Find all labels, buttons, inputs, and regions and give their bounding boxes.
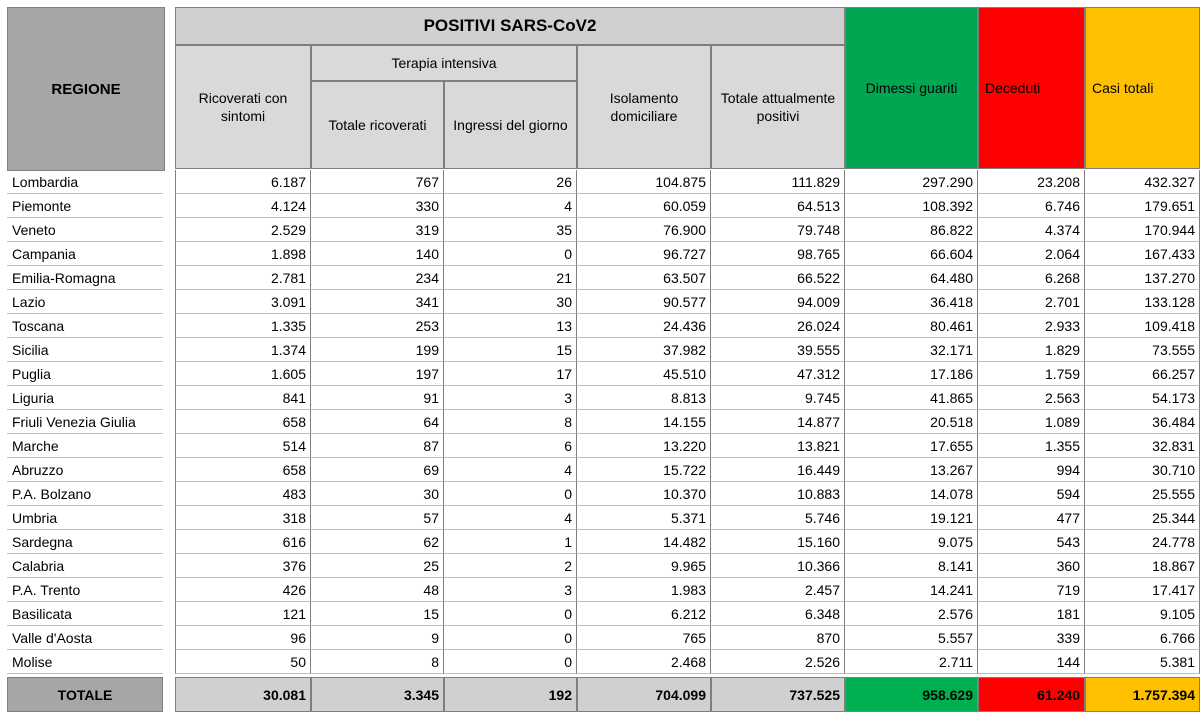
cell-isolamento: 9.965	[577, 554, 711, 578]
cell-attualmente: 13.821	[711, 434, 845, 458]
cell-ingressi: 0	[444, 626, 577, 650]
cell-casi: 133.128	[1085, 290, 1200, 314]
table-row	[175, 290, 1200, 314]
table-row	[175, 506, 1200, 530]
cell-ingressi: 2	[444, 554, 577, 578]
cell-dimessi: 9.075	[845, 530, 978, 554]
cell-deceduti: 6.268	[978, 266, 1085, 290]
cell-dimessi: 14.078	[845, 482, 978, 506]
cell-ricoverati: 514	[175, 434, 311, 458]
table-title: POSITIVI SARS-CoV2	[175, 7, 845, 45]
total-casi: 1.757.394	[1085, 677, 1200, 712]
cell-isolamento: 14.155	[577, 410, 711, 434]
region-name: Friuli Venezia Giulia	[7, 410, 163, 434]
cell-casi: 179.651	[1085, 194, 1200, 218]
table-row	[175, 314, 1200, 338]
cell-deceduti: 477	[978, 506, 1085, 530]
cell-attualmente: 14.877	[711, 410, 845, 434]
total-dimessi: 958.629	[845, 677, 978, 712]
cell-attualmente: 79.748	[711, 218, 845, 242]
cell-isolamento: 1.983	[577, 578, 711, 602]
cell-ingressi: 0	[444, 482, 577, 506]
cell-ricoverati: 1.898	[175, 242, 311, 266]
cell-ingressi: 6	[444, 434, 577, 458]
cell-isolamento: 13.220	[577, 434, 711, 458]
cell-attualmente: 26.024	[711, 314, 845, 338]
cell-ricoverati: 426	[175, 578, 311, 602]
table-row	[175, 530, 1200, 554]
cell-casi: 6.766	[1085, 626, 1200, 650]
cell-deceduti: 339	[978, 626, 1085, 650]
table-row	[175, 266, 1200, 290]
header-totale-ricoverati: Totale ricoverati	[311, 81, 444, 169]
region-name: Valle d'Aosta	[7, 626, 163, 650]
cell-ricoverati: 318	[175, 506, 311, 530]
total-ingressi: 192	[444, 677, 577, 712]
cell-attualmente: 98.765	[711, 242, 845, 266]
cell-deceduti: 181	[978, 602, 1085, 626]
cell-terapia: 8	[311, 650, 444, 674]
cell-isolamento: 5.371	[577, 506, 711, 530]
cell-dimessi: 14.241	[845, 578, 978, 602]
cell-deceduti: 719	[978, 578, 1085, 602]
table-row	[175, 362, 1200, 386]
header-deceduti: Deceduti	[978, 7, 1085, 169]
total-deceduti: 61.240	[978, 677, 1085, 712]
region-name: Liguria	[7, 386, 163, 410]
header-ingressi-del-giorno: Ingressi del giorno	[444, 81, 577, 169]
cell-attualmente: 39.555	[711, 338, 845, 362]
region-name: Basilicata	[7, 602, 163, 626]
cell-terapia: 25	[311, 554, 444, 578]
cell-deceduti: 360	[978, 554, 1085, 578]
region-column	[7, 7, 165, 716]
region-name: Molise	[7, 650, 163, 674]
total-attualmente: 737.525	[711, 677, 845, 712]
cell-ricoverati: 50	[175, 650, 311, 674]
cell-isolamento: 24.436	[577, 314, 711, 338]
cell-terapia: 57	[311, 506, 444, 530]
cell-casi: 73.555	[1085, 338, 1200, 362]
cell-ingressi: 4	[444, 458, 577, 482]
cell-terapia: 15	[311, 602, 444, 626]
cell-attualmente: 64.513	[711, 194, 845, 218]
cell-ricoverati: 658	[175, 410, 311, 434]
cell-casi: 66.257	[1085, 362, 1200, 386]
cell-attualmente: 10.366	[711, 554, 845, 578]
cell-dimessi: 20.518	[845, 410, 978, 434]
cell-ingressi: 21	[444, 266, 577, 290]
cell-dimessi: 86.822	[845, 218, 978, 242]
region-name: P.A. Bolzano	[7, 482, 163, 506]
cell-casi: 30.710	[1085, 458, 1200, 482]
cell-ingressi: 3	[444, 578, 577, 602]
region-name: Lazio	[7, 290, 163, 314]
cell-dimessi: 297.290	[845, 170, 978, 194]
region-name: Sardegna	[7, 530, 163, 554]
cell-terapia: 253	[311, 314, 444, 338]
cell-terapia: 62	[311, 530, 444, 554]
cell-terapia: 140	[311, 242, 444, 266]
table-row	[175, 482, 1200, 506]
cell-ricoverati: 3.091	[175, 290, 311, 314]
cell-deceduti: 2.064	[978, 242, 1085, 266]
cell-deceduti: 6.746	[978, 194, 1085, 218]
cell-ricoverati: 1.605	[175, 362, 311, 386]
total-isolamento: 704.099	[577, 677, 711, 712]
cell-terapia: 48	[311, 578, 444, 602]
cell-deceduti: 543	[978, 530, 1085, 554]
cell-ricoverati: 2.529	[175, 218, 311, 242]
cell-dimessi: 2.576	[845, 602, 978, 626]
cell-dimessi: 66.604	[845, 242, 978, 266]
cell-ricoverati: 841	[175, 386, 311, 410]
cell-terapia: 341	[311, 290, 444, 314]
cell-terapia: 319	[311, 218, 444, 242]
header-dimessi-guariti: Dimessi guariti	[845, 7, 978, 169]
cell-casi: 32.831	[1085, 434, 1200, 458]
cell-attualmente: 15.160	[711, 530, 845, 554]
total-label: TOTALE	[7, 677, 163, 712]
total-ricoverati: 30.081	[175, 677, 311, 712]
table-row	[175, 554, 1200, 578]
cell-attualmente: 5.746	[711, 506, 845, 530]
table-row	[175, 170, 1200, 194]
cell-casi: 36.484	[1085, 410, 1200, 434]
region-name: Emilia-Romagna	[7, 266, 163, 290]
table-row	[175, 650, 1200, 674]
cell-dimessi: 64.480	[845, 266, 978, 290]
cell-ingressi: 1	[444, 530, 577, 554]
totals-row	[175, 677, 1200, 712]
cell-ricoverati: 658	[175, 458, 311, 482]
cell-ricoverati: 6.187	[175, 170, 311, 194]
cell-casi: 17.417	[1085, 578, 1200, 602]
cell-attualmente: 10.883	[711, 482, 845, 506]
cell-terapia: 197	[311, 362, 444, 386]
cell-isolamento: 63.507	[577, 266, 711, 290]
region-name: Abruzzo	[7, 458, 163, 482]
cell-isolamento: 76.900	[577, 218, 711, 242]
cell-isolamento: 90.577	[577, 290, 711, 314]
region-name: Campania	[7, 242, 163, 266]
cell-attualmente: 16.449	[711, 458, 845, 482]
table-row	[175, 218, 1200, 242]
cell-dimessi: 32.171	[845, 338, 978, 362]
cell-terapia: 330	[311, 194, 444, 218]
region-name: P.A. Trento	[7, 578, 163, 602]
header-totale-attualmente-positivi: Totale attualmente positivi	[711, 45, 845, 169]
cell-ricoverati: 121	[175, 602, 311, 626]
cell-deceduti: 594	[978, 482, 1085, 506]
cell-isolamento: 2.468	[577, 650, 711, 674]
region-name: Veneto	[7, 218, 163, 242]
cell-casi: 432.327	[1085, 170, 1200, 194]
region-name: Toscana	[7, 314, 163, 338]
header-casi-totali: Casi totali	[1085, 7, 1200, 169]
cell-deceduti: 994	[978, 458, 1085, 482]
cell-deceduti: 2.563	[978, 386, 1085, 410]
cell-attualmente: 66.522	[711, 266, 845, 290]
cell-dimessi: 17.655	[845, 434, 978, 458]
cell-dimessi: 2.711	[845, 650, 978, 674]
cell-terapia: 69	[311, 458, 444, 482]
cell-dimessi: 5.557	[845, 626, 978, 650]
region-name: Piemonte	[7, 194, 163, 218]
table-row	[175, 194, 1200, 218]
cell-casi: 25.344	[1085, 506, 1200, 530]
cell-terapia: 91	[311, 386, 444, 410]
cell-attualmente: 2.526	[711, 650, 845, 674]
cell-deceduti: 2.701	[978, 290, 1085, 314]
table-row	[175, 242, 1200, 266]
cell-ricoverati: 96	[175, 626, 311, 650]
region-header: REGIONE	[7, 7, 165, 171]
cell-ricoverati: 483	[175, 482, 311, 506]
cell-casi: 109.418	[1085, 314, 1200, 338]
cell-attualmente: 111.829	[711, 170, 845, 194]
cell-isolamento: 8.813	[577, 386, 711, 410]
cell-ricoverati: 616	[175, 530, 311, 554]
cell-deceduti: 144	[978, 650, 1085, 674]
table-row	[175, 578, 1200, 602]
cell-casi: 18.867	[1085, 554, 1200, 578]
cell-terapia: 767	[311, 170, 444, 194]
region-name: Lombardia	[7, 170, 163, 194]
region-name: Calabria	[7, 554, 163, 578]
cell-attualmente: 94.009	[711, 290, 845, 314]
cell-deceduti: 23.208	[978, 170, 1085, 194]
cell-ingressi: 3	[444, 386, 577, 410]
cell-terapia: 87	[311, 434, 444, 458]
cell-isolamento: 104.875	[577, 170, 711, 194]
cell-ricoverati: 1.374	[175, 338, 311, 362]
cell-isolamento: 6.212	[577, 602, 711, 626]
cell-terapia: 9	[311, 626, 444, 650]
cell-ricoverati: 2.781	[175, 266, 311, 290]
header-terapia-intensiva: Terapia intensiva	[311, 45, 577, 81]
cell-attualmente: 9.745	[711, 386, 845, 410]
covid-region-table	[7, 7, 1200, 716]
cell-ingressi: 0	[444, 650, 577, 674]
cell-ingressi: 4	[444, 194, 577, 218]
cell-casi: 5.381	[1085, 650, 1200, 674]
cell-ingressi: 17	[444, 362, 577, 386]
table-row	[175, 410, 1200, 434]
region-name: Puglia	[7, 362, 163, 386]
cell-attualmente: 47.312	[711, 362, 845, 386]
cell-ingressi: 26	[444, 170, 577, 194]
table-row	[175, 626, 1200, 650]
cell-ingressi: 13	[444, 314, 577, 338]
cell-ricoverati: 1.335	[175, 314, 311, 338]
cell-isolamento: 96.727	[577, 242, 711, 266]
cell-deceduti: 1.355	[978, 434, 1085, 458]
cell-dimessi: 13.267	[845, 458, 978, 482]
cell-ingressi: 0	[444, 602, 577, 626]
cell-ingressi: 8	[444, 410, 577, 434]
region-name: Umbria	[7, 506, 163, 530]
cell-dimessi: 8.141	[845, 554, 978, 578]
cell-deceduti: 1.089	[978, 410, 1085, 434]
table-row	[175, 386, 1200, 410]
cell-deceduti: 1.759	[978, 362, 1085, 386]
cell-isolamento: 765	[577, 626, 711, 650]
cell-attualmente: 2.457	[711, 578, 845, 602]
table-row	[175, 458, 1200, 482]
cell-casi: 25.555	[1085, 482, 1200, 506]
cell-casi: 54.173	[1085, 386, 1200, 410]
cell-ingressi: 15	[444, 338, 577, 362]
cell-ingressi: 30	[444, 290, 577, 314]
cell-casi: 137.270	[1085, 266, 1200, 290]
cell-dimessi: 108.392	[845, 194, 978, 218]
cell-terapia: 64	[311, 410, 444, 434]
cell-casi: 167.433	[1085, 242, 1200, 266]
cell-dimessi: 36.418	[845, 290, 978, 314]
table-row	[175, 338, 1200, 362]
cell-ingressi: 0	[444, 242, 577, 266]
cell-terapia: 30	[311, 482, 444, 506]
cell-dimessi: 80.461	[845, 314, 978, 338]
cell-deceduti: 2.933	[978, 314, 1085, 338]
table-row	[175, 602, 1200, 626]
cell-terapia: 199	[311, 338, 444, 362]
cell-ricoverati: 376	[175, 554, 311, 578]
cell-attualmente: 6.348	[711, 602, 845, 626]
cell-ingressi: 35	[444, 218, 577, 242]
cell-casi: 24.778	[1085, 530, 1200, 554]
cell-dimessi: 19.121	[845, 506, 978, 530]
region-name: Sicilia	[7, 338, 163, 362]
cell-attualmente: 870	[711, 626, 845, 650]
cell-dimessi: 17.186	[845, 362, 978, 386]
cell-isolamento: 15.722	[577, 458, 711, 482]
cell-isolamento: 37.982	[577, 338, 711, 362]
data-grid	[175, 7, 1200, 716]
total-terapia: 3.345	[311, 677, 444, 712]
region-name: Marche	[7, 434, 163, 458]
cell-casi: 170.944	[1085, 218, 1200, 242]
cell-casi: 9.105	[1085, 602, 1200, 626]
cell-dimessi: 41.865	[845, 386, 978, 410]
cell-terapia: 234	[311, 266, 444, 290]
cell-deceduti: 1.829	[978, 338, 1085, 362]
cell-isolamento: 10.370	[577, 482, 711, 506]
cell-isolamento: 45.510	[577, 362, 711, 386]
header-ricoverati-con-sintomi: Ricoverati con sintomi	[175, 45, 311, 169]
cell-ricoverati: 4.124	[175, 194, 311, 218]
table-row	[175, 434, 1200, 458]
header-isolamento-domiciliare: Isolamento domiciliare	[577, 45, 711, 169]
cell-deceduti: 4.374	[978, 218, 1085, 242]
cell-isolamento: 60.059	[577, 194, 711, 218]
cell-ingressi: 4	[444, 506, 577, 530]
cell-isolamento: 14.482	[577, 530, 711, 554]
